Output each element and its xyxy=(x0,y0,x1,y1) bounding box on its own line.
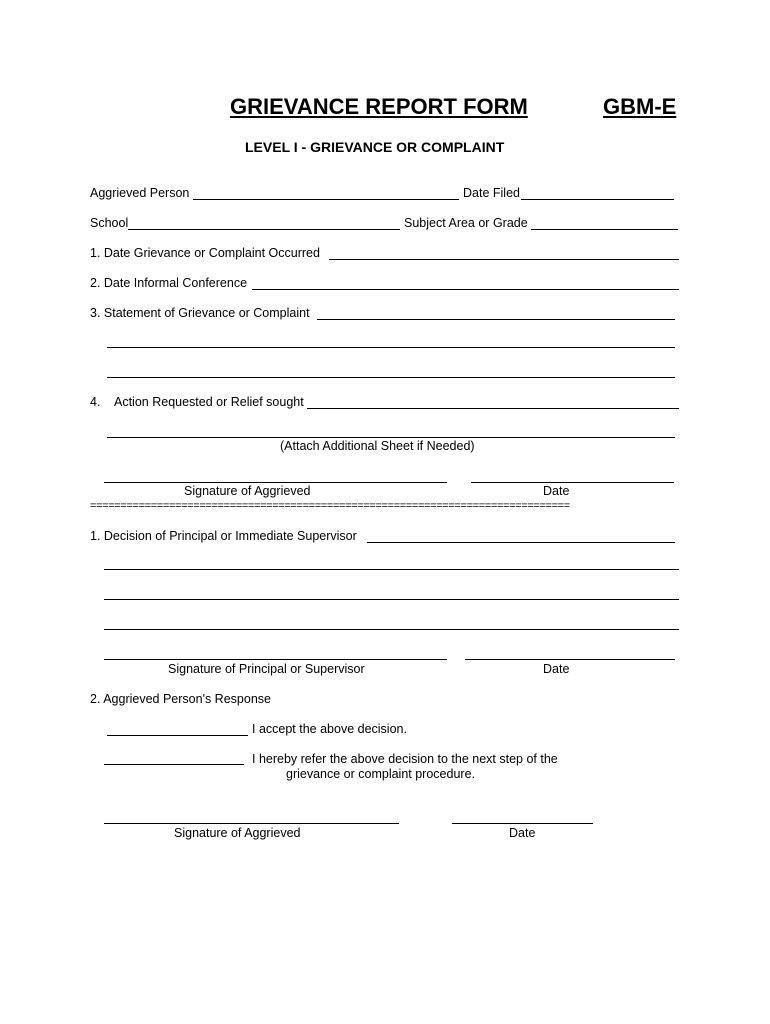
date-occurred-field[interactable] xyxy=(329,246,679,262)
principal-signature-line[interactable] xyxy=(104,659,447,660)
statement-field-line-3[interactable] xyxy=(107,364,675,380)
final-signature-line[interactable] xyxy=(104,823,399,824)
decision-field-line-1[interactable] xyxy=(367,529,675,545)
informal-conference-label: 2. Date Informal Conference xyxy=(90,276,248,290)
final-date-label: Date xyxy=(509,826,536,840)
refer-label-continued: grievance or complaint procedure. xyxy=(286,767,475,781)
refer-checkline[interactable] xyxy=(104,764,244,765)
aggrieved-date-label: Date xyxy=(543,484,570,498)
decision-field-line-4[interactable] xyxy=(104,616,679,632)
principal-signature-label: Signature of Principal or Supervisor xyxy=(168,662,365,676)
aggrieved-signature-label: Signature of Aggrieved xyxy=(184,484,311,498)
school-label: School xyxy=(90,216,129,230)
response-label: 2. Aggrieved Person's Response xyxy=(90,692,271,706)
refer-label: I hereby refer the above decision to the next step of the xyxy=(252,752,558,766)
principal-date-label: Date xyxy=(543,662,570,676)
form-subtitle: LEVEL I - GRIEVANCE OR COMPLAINT xyxy=(245,139,505,155)
aggrieved-person-field[interactable] xyxy=(193,186,459,202)
final-signature-label: Signature of Aggrieved xyxy=(174,826,301,840)
accept-checkline[interactable] xyxy=(107,735,248,736)
school-field[interactable] xyxy=(128,216,400,232)
informal-conference-field[interactable] xyxy=(252,276,679,292)
action-requested-number: 4. xyxy=(90,395,101,409)
date-occurred-label: 1. Date Grievance or Complaint Occurred xyxy=(90,246,320,260)
aggrieved-person-label: Aggrieved Person xyxy=(90,186,190,200)
action-requested-field-line-1[interactable] xyxy=(307,395,679,411)
statement-label: 3. Statement of Grievance or Complaint xyxy=(90,306,310,320)
statement-field-line-2[interactable] xyxy=(107,334,675,350)
decision-field-line-2[interactable] xyxy=(104,556,679,572)
principal-date-line[interactable] xyxy=(465,659,675,660)
subject-area-label: Subject Area or Grade xyxy=(404,216,528,230)
action-requested-label: Action Requested or Relief sought xyxy=(114,395,304,409)
decision-label: 1. Decision of Principal or Immediate Supervisor xyxy=(90,529,357,543)
accept-label: I accept the above decision. xyxy=(252,722,407,736)
decision-field-line-3[interactable] xyxy=(104,586,679,602)
form-title: GRIEVANCE REPORT FORM xyxy=(230,94,528,119)
section-separator: =============================================================================== xyxy=(90,500,570,512)
final-date-line[interactable] xyxy=(452,823,593,824)
action-requested-field-line-2[interactable] xyxy=(107,424,675,440)
attach-note: (Attach Additional Sheet if Needed) xyxy=(280,439,475,453)
aggrieved-signature-line[interactable] xyxy=(104,482,447,483)
date-filed-label: Date Filed xyxy=(463,186,520,200)
statement-field-line-1[interactable] xyxy=(317,306,675,322)
aggrieved-date-line[interactable] xyxy=(471,482,674,483)
date-filed-field[interactable] xyxy=(521,186,674,202)
subject-area-field[interactable] xyxy=(531,216,678,232)
form-code: GBM-E xyxy=(603,94,677,119)
